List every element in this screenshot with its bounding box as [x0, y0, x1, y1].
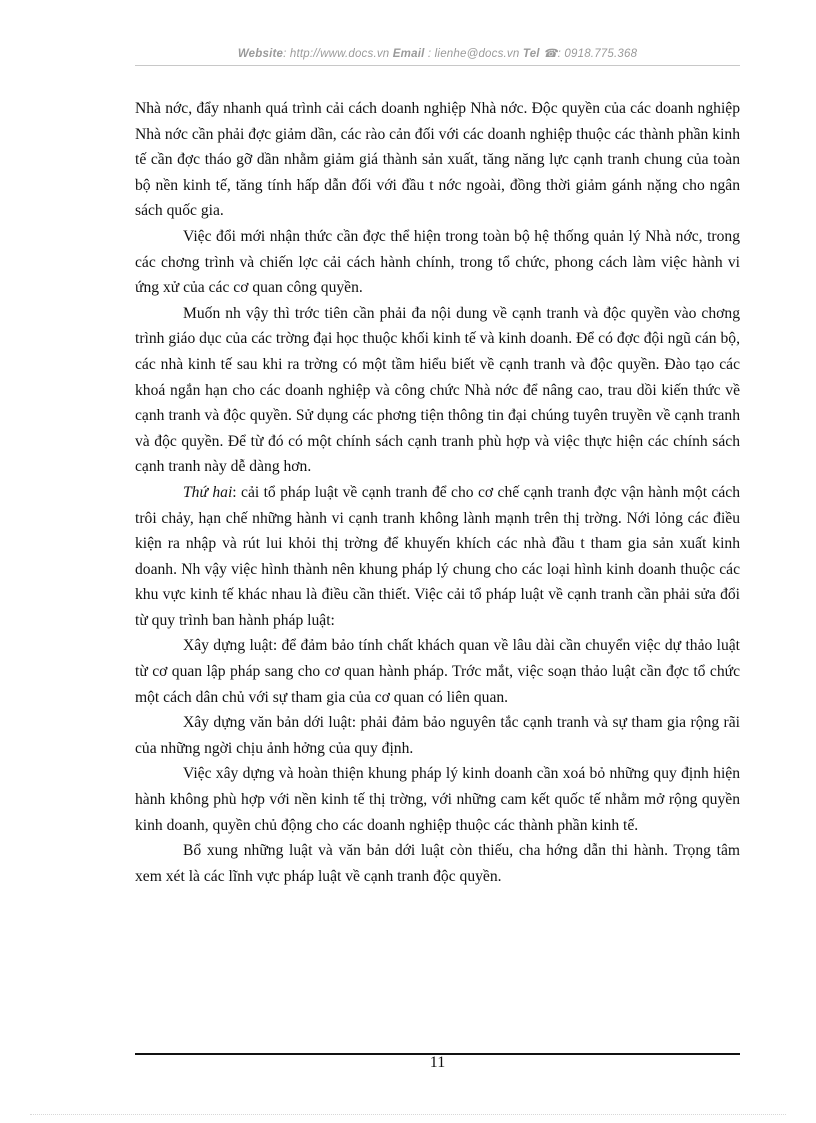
page-border: [30, 1114, 786, 1115]
paragraph-1: Nhà nớc, đẩy nhanh quá trình cải cách doanh nghiệp Nhà nớc. Độc quyền của các doanh nghiệp Nhà nớc cần phải đợc giảm dần, các rào cản đối với các doanh nghiệp thuộc các thành phần kinh tế cần đợc tháo gỡ dần nhằm giảm giá thành sản xuất, tăng năng lực cạnh tranh chung của toàn bộ nền kinh tế, tăng tính hấp dẫn đối với đầu t nớc ngoài, đồng thời giảm gánh nặng cho ngân sách quốc gia.: [135, 100, 740, 220]
tel-label: Tel: [522, 48, 540, 60]
paragraph-5: Xây dựng luật: để đảm bảo tính chất khách quan về lâu dài cần chuyển việc dự thảo luật từ cơ quan lập pháp sang cho cơ quan hành pháp. Trớc mắt, việc soạn thảo luật cần đợc tổ chức một cách dân chủ với sự tham gia của cơ quan có liên quan.: [135, 637, 740, 706]
tel-value: : 0918.775.368: [557, 48, 638, 60]
page-number: 11: [429, 1054, 446, 1071]
paragraph-3: Muốn nh vậy thì trớc tiên cần phải đa nội dung về cạnh tranh và độc quyền vào chơng trình giáo dục của các trờng đại học thuộc khối kinh tế và kinh doanh. Để có đợc đội ngũ cán bộ, các nhà kinh tế sau khi ra trờng có một tầm hiểu biết về cạnh tranh và độc quyền. Đào tạo các khoá ngắn hạn cho các doanh nghiệp và công chức Nhà nớc để nâng cao, trau dồi kiến thức về cạnh tranh và độc quyền. Sử dụng các phơng tiện thông tin đại chúng tuyên truyền về cạnh tranh và độc quyền. Để từ đó có một chính sách cạnh tranh phù hợp và việc thực hiện các chính sách cạnh tranh này dễ dàng hơn.: [135, 304, 740, 476]
website-value: : http://www.docs.vn: [283, 48, 390, 60]
email-label: Email: [392, 48, 425, 60]
phone-icon: ☎: [543, 48, 558, 60]
document-body: [135, 96, 740, 889]
paragraph-6: Xây dựng văn bản dới luật: phải đảm bảo nguyên tắc cạnh tranh và sự tham gia rộng rãi của những ngời chịu ảnh hởng của quy định.: [135, 714, 740, 757]
paragraph-thu-hai: [135, 480, 740, 634]
email-value: : lienhe@docs.vn: [427, 48, 520, 60]
page-header: [135, 46, 740, 60]
thu-hai-lead: Thứ hai: [183, 483, 233, 501]
paragraph-2: Việc đổi mới nhận thức cần đợc thể hiện trong toàn bộ hệ thống quản lý Nhà nớc, trong các chơng trình và chiến lợc cải cách hành chính, trong tổ chức, phong cách làm việc hành vi ứng xử của các cơ quan công quyền.: [135, 227, 740, 297]
thu-hai-text: : cải tổ pháp luật về cạnh tranh để cho cơ chế cạnh tranh đợc vận hành một cách trôi chảy, hạn chế những hành vi cạnh tranh không lành mạnh trên thị trờng. Nới lỏng các điều kiện ra nhập và rút lui khỏi thị trờng để khuyến khích các nhà đầu t tham gia sản xuất kinh doanh. Nh vậy việc hình thành nên khung pháp lý chung cho các loại hình kinh doanh thuộc các khu vực kinh tế khác nhau là điều cần thiết. Việc cải tổ pháp luật về cạnh tranh cần phải sửa đổi từ quy trình ban hành pháp luật:: [135, 483, 740, 629]
website-label: Website: [237, 48, 284, 60]
paragraph-7: Việc xây dựng và hoàn thiện khung pháp lý kinh doanh cần xoá bỏ những quy định hiện hành không phù hợp với nền kinh tế thị trờng, với những cam kết quốc tế nhằm mở rộng quyền kinh doanh, quyền chủ động cho các doanh nghiệp thuộc các thành phần kinh tế.: [135, 765, 740, 834]
paragraph-8: Bổ xung những luật và văn bản dới luật còn thiếu, cha hớng dẫn thi hành. Trọng tâm xem xét là các lĩnh vực pháp luật về cạnh tranh độc quyền.: [135, 842, 740, 885]
header-rule: [135, 65, 740, 66]
